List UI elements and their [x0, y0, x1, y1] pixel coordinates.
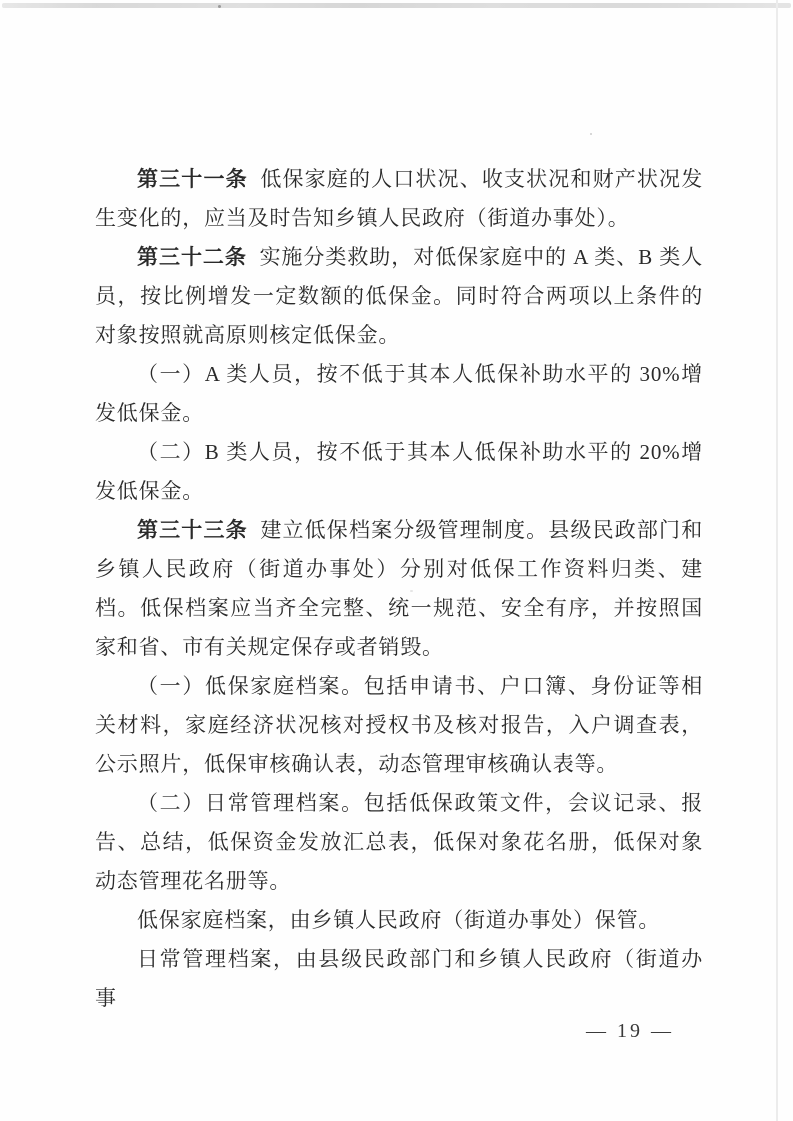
article-number: 第三十三条: [137, 518, 248, 542]
paragraph-text: （二）日常管理档案。包括低保政策文件，会议记录、报告、总结，低保资金发放汇总表，低保对象花名册，低保对象动态管理花名册等。: [95, 791, 703, 893]
article-paragraph: [95, 160, 703, 238]
paragraph: [95, 901, 703, 940]
article-paragraph: [95, 511, 703, 667]
article-paragraph: [95, 238, 703, 355]
paragraph-text: 日常管理档案，由县级民政部门和乡镇人民政府（街道办事: [95, 947, 703, 1010]
document-body: [95, 160, 703, 1018]
scanner-edge-band: [2, 3, 791, 8]
scan-speck: [218, 5, 221, 8]
paragraph-text: （二）B 类人员，按不低于其本人低保补助水平的 20%增发低保金。: [95, 440, 703, 503]
scanner-right-edge-line: [776, 0, 778, 1121]
paragraph: [95, 784, 703, 901]
paragraph-text: （一）低保家庭档案。包括申请书、户口簿、身份证等相关材料，家庭经济状况核对授权书及核对报告，入户调查表，公示照片，低保审核确认表，动态管理审核确认表等。: [95, 674, 703, 776]
paragraph-text: 低保家庭的人口状况、收支状况和财产状况发生变化的，应当及时告知乡镇人民政府（街道办事处）。: [95, 167, 704, 230]
article-number: 第三十一条: [137, 167, 248, 191]
article-number: 第三十二条: [137, 245, 247, 269]
paragraph: [95, 940, 703, 1018]
paragraph-text: 实施分类救助，对低保家庭中的 A 类、B 类人员，按比例增发一定数额的低保金。同时符合两项以上条件的对象按照就高原则核定低保金。: [95, 245, 704, 347]
paragraph: [95, 667, 703, 784]
paragraph: [95, 433, 703, 511]
paragraph: [95, 355, 703, 433]
page-number: — 19 —: [586, 1020, 674, 1042]
paragraph-text: 低保家庭档案，由乡镇人民政府（街道办事处）保管。: [137, 908, 661, 932]
paragraph-text: （一）A 类人员，按不低于其本人低保补助水平的 30%增发低保金。: [95, 362, 703, 425]
scan-speck: [590, 133, 592, 135]
paragraph-text: 建立低保档案分级管理制度。县级民政部门和乡镇人民政府（街道办事处）分别对低保工作资料归类、建档。低保档案应当齐全完整、统一规范、安全有序，并按照国家和省、市有关规定保存或者销毁。: [95, 518, 704, 659]
